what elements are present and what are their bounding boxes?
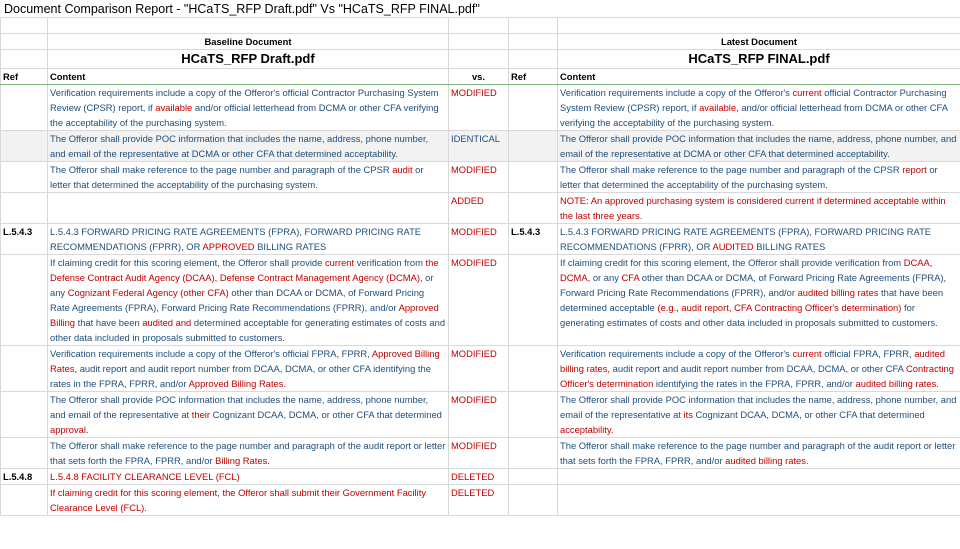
changed-text: current [324, 256, 355, 268]
unchanged-text: If claiming credit for this scoring element, the Offeror shall provide verification from [560, 256, 904, 268]
unchanged-text: verification from [354, 256, 426, 268]
right-ref [509, 391, 558, 437]
changed-text: If claiming credit for this scoring element, the Offeror shall submit their Government Facility Clearance Level (FCL). [50, 486, 427, 513]
latest-content [558, 437, 960, 468]
comparison-row [1, 254, 960, 345]
comparison-row [1, 345, 960, 391]
left-ref [1, 345, 48, 391]
unchanged-text: L.5.4.3 FORWARD PRICING RATE AGREEMENTS (FPRA), FORWARD PRICING RATE RECOMMENDATIONS (FPRR), OR [560, 225, 932, 252]
content-header-right: Content [558, 68, 960, 84]
unchanged-text: or letter that determined the acceptability of the purchasing system. [560, 163, 938, 190]
right-ref [509, 468, 558, 484]
unchanged-text: The Offeror shall make reference to the page number and paragraph of the audit report or letter that sets forth the FPRA, FPRR, and/or [50, 439, 446, 466]
unchanged-text: audit report and audit report number from DCAA, DCMA, or other CFA identifying the rates in the FPRA, FPRR, and/or [50, 362, 431, 389]
change-status: ADDED [449, 192, 509, 223]
changed-text: audited and [142, 316, 192, 328]
left-ref [1, 437, 48, 468]
change-status: IDENTICAL [449, 130, 509, 161]
unchanged-text: Cognizant DCAA, DCMA, or other CFA that determined [692, 408, 925, 420]
unchanged-text: that have been determined acceptable [560, 286, 944, 313]
right-ref: L.5.4.3 [509, 223, 558, 254]
right-ref [509, 254, 558, 345]
comparison-row [1, 391, 960, 437]
changed-text: Approved Billing Rates. [188, 377, 287, 389]
baseline-content [48, 161, 449, 192]
latest-content [558, 130, 960, 161]
left-ref [1, 484, 48, 515]
changed-text: current [792, 347, 822, 359]
unchanged-text: Verification requirements include a copy of the Offeror's official FPRA, FPRR, [50, 347, 372, 359]
ref-header-right: Ref [509, 68, 558, 84]
unchanged-text: The Offeror shall provide POC information that includes the name, address, phone number, and email of the representative at DCMA or other CFA that determined acceptability. [560, 132, 957, 159]
change-status: MODIFIED [449, 254, 509, 345]
left-ref [1, 192, 48, 223]
latest-content [558, 192, 960, 223]
change-status: MODIFIED [449, 84, 509, 130]
unchanged-text: official FPRA, FPRR, [821, 347, 915, 359]
left-ref [1, 161, 48, 192]
right-ref [509, 130, 558, 161]
change-status: DELETED [449, 468, 509, 484]
latest-content [558, 161, 960, 192]
right-ref [509, 484, 558, 515]
change-status: MODIFIED [449, 161, 509, 192]
unchanged-text: determined acceptable for generating estimates of costs and other data included in proposals submitted to customers. [50, 316, 446, 343]
content-header-left: Content [48, 68, 449, 84]
changed-text: available, [699, 101, 739, 113]
change-status: MODIFIED [449, 223, 509, 254]
left-ref [1, 130, 48, 161]
changed-text: Cognizant Federal Agency (other CFA) [67, 286, 229, 298]
changed-text: (e.g., audit report, CFA Contracting Officer's determination) [657, 301, 902, 313]
right-ref [509, 84, 558, 130]
baseline-label: Baseline Document [48, 33, 449, 49]
changed-text: acceptability. [560, 423, 614, 435]
baseline-content [48, 468, 449, 484]
change-status: DELETED [449, 484, 509, 515]
changed-text: DCAA, DCMA, [560, 256, 933, 283]
baseline-content [48, 391, 449, 437]
changed-text: their [191, 408, 211, 420]
right-ref [509, 345, 558, 391]
change-status: MODIFIED [449, 345, 509, 391]
unchanged-text: or letter that determined the acceptability of the purchasing system. [50, 163, 424, 190]
comparison-row [1, 468, 960, 484]
unchanged-text: The Offeror shall provide POC information that includes the name, address, phone number, and email of the representative at DCMA or other CFA that determined acceptability. [50, 132, 429, 159]
latest-content [558, 345, 960, 391]
right-ref [509, 192, 558, 223]
unchanged-text: The Offeror shall make reference to the page number and paragraph of the audit report or letter that sets forth the FPRA, FPRR, and/or [560, 439, 956, 466]
unchanged-text: The Offeror shall provide POC information that includes the name, address, phone number, and email of the representative at [560, 393, 957, 420]
unchanged-text: L.5.4.3 FORWARD PRICING RATE AGREEMENTS (FPRA), FORWARD PRICING RATE RECOMMENDATIONS (FPRR), OR [50, 225, 422, 252]
ref-header-left: Ref [1, 68, 48, 84]
changed-text: audited billing rates [797, 286, 879, 298]
changed-text: APPROVED [202, 240, 255, 252]
baseline-content [48, 192, 449, 223]
changed-text: available [155, 101, 193, 113]
left-ref [1, 391, 48, 437]
baseline-content [48, 254, 449, 345]
changed-text: L.5.4.8 FACILITY CLEARANCE LEVEL (FCL) [50, 470, 240, 482]
unchanged-text: and/or official letterhead from DCMA or other CFA verifying the acceptability of the purchasing system. [560, 101, 948, 128]
unchanged-text: BILLING RATES [753, 240, 826, 252]
comparison-row [1, 192, 960, 223]
changed-text: current [792, 86, 822, 98]
comparison-row [1, 84, 960, 130]
unchanged-text: Verification requirements include a copy of the Offeror's [560, 347, 793, 359]
changed-text: CFA [621, 271, 640, 283]
report-title: Document Comparison Report - "HCaTS_RFP Draft.pdf" Vs "HCaTS_RFP FINAL.pdf" [0, 0, 960, 18]
unchanged-text: other than DCAA or DCMA, of Forward Pricing Rate Agreements (FPRA), Forward Pricing Rate Recommendations (FPRR), and/or [50, 286, 425, 313]
baseline-content [48, 130, 449, 161]
latest-label: Latest Document [558, 33, 960, 49]
baseline-content [48, 84, 449, 130]
latest-content [558, 254, 960, 345]
changed-text: approval. [50, 423, 89, 435]
unchanged-text: The Offeror shall provide POC information that includes the name, address, phone number, and email of the representative at [50, 393, 429, 420]
unchanged-text: Cognizant DCAA, DCMA, or other CFA that determined [210, 408, 442, 420]
unchanged-text: official Contractor Purchasing System Review (CPSR) report, if [560, 86, 947, 113]
unchanged-text: other than DCAA or DCMA, of Forward Pricing Rate Agreements (FPRA), Forward Pricing Rate Recommendations (FPRR), and/or [560, 271, 947, 298]
unchanged-text: If claiming credit for this scoring element, the Offeror shall provide [50, 256, 325, 268]
changed-text: Contracting Officer's determination [560, 362, 954, 389]
unchanged-text: for generating estimates of costs and other data included in proposals submitted to customers. [560, 301, 938, 328]
latest-filename: HCaTS_RFP FINAL.pdf [558, 49, 960, 68]
comparison-row [1, 130, 960, 161]
unchanged-text: The Offeror shall make reference to the page number and paragraph of the CPSR [560, 163, 903, 175]
changed-text: Approved Billing [50, 301, 439, 328]
changed-text: AUDITED [712, 240, 754, 252]
baseline-filename: HCaTS_RFP Draft.pdf [48, 49, 449, 68]
changed-text: audited billing rates, [560, 347, 945, 374]
changed-text: its [683, 408, 693, 420]
changed-text: the Defense Contract Audit Agency (DCAA), Defense Contract Management Agency (DCMA), [50, 256, 439, 283]
left-ref [1, 84, 48, 130]
latest-content [558, 84, 960, 130]
unchanged-text: identifying the rates in the FPRA, FPRR, and/or [653, 377, 856, 389]
comparison-table [0, 18, 960, 516]
comparison-row [1, 437, 960, 468]
unchanged-text: BILLING RATES [254, 240, 327, 252]
unchanged-text: that have been [75, 316, 143, 328]
unchanged-text: and/or official letterhead from DCMA or other CFA verifying the acceptability of the purchasing system. [50, 101, 439, 128]
latest-content [558, 468, 960, 484]
change-status: MODIFIED [449, 391, 509, 437]
change-status: MODIFIED [449, 437, 509, 468]
comparison-row [1, 484, 960, 515]
changed-text: audited billing rates. [725, 454, 809, 466]
left-ref: L.5.4.8 [1, 468, 48, 484]
unchanged-text: audit report and audit report number from DCAA, DCMA, or other CFA [610, 362, 906, 374]
unchanged-text: The Offeror shall make reference to the page number and paragraph of the CPSR [50, 163, 393, 175]
changed-text: Approved Billing Rates, [50, 347, 440, 374]
unchanged-text: or any [590, 271, 622, 283]
comparison-row [1, 223, 960, 254]
changed-text: audited billing rates. [855, 377, 939, 389]
latest-content [558, 223, 960, 254]
right-ref [509, 437, 558, 468]
left-ref [1, 254, 48, 345]
changed-text: NOTE: An approved purchasing system is considered current if determined acceptable within the last three years. [560, 194, 946, 221]
changed-text: audit [392, 163, 413, 175]
vs-header: vs. [449, 68, 509, 84]
right-ref [509, 161, 558, 192]
unchanged-text: Verification requirements include a copy of the Offeror's official Contractor Purchasing System Review (CPSR) report, if [50, 86, 439, 113]
left-ref: L.5.4.3 [1, 223, 48, 254]
comparison-row [1, 161, 960, 192]
unchanged-text: or any [50, 271, 434, 298]
baseline-content [48, 484, 449, 515]
changed-text: Billing Rates. [215, 454, 270, 466]
latest-content [558, 484, 960, 515]
changed-text: report [902, 163, 927, 175]
baseline-content [48, 345, 449, 391]
baseline-content [48, 437, 449, 468]
baseline-content [48, 223, 449, 254]
unchanged-text: Verification requirements include a copy of the Offeror's [560, 86, 793, 98]
latest-content [558, 391, 960, 437]
